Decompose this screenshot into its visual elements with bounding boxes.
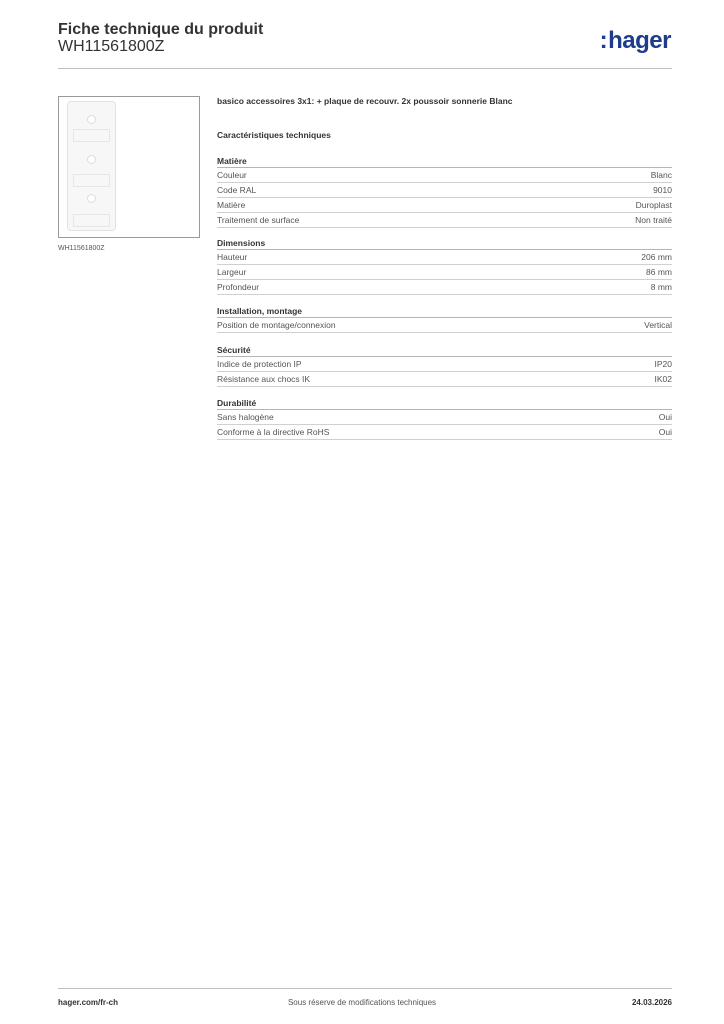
spec-label: Traitement de surface xyxy=(217,215,300,225)
spec-label: Conforme à la directive RoHS xyxy=(217,427,330,437)
push-button-slot xyxy=(73,174,110,187)
plate-bottom-slot xyxy=(73,214,110,227)
specs-heading: Caractéristiques techniques xyxy=(217,130,331,140)
logo-colon-mark: : xyxy=(599,27,608,54)
section-title: Installation, montage xyxy=(217,305,672,318)
plate-hole xyxy=(87,194,96,203)
spec-row xyxy=(217,280,672,295)
spec-section-securite xyxy=(217,344,672,387)
spec-value: 9010 xyxy=(653,185,672,195)
spec-row xyxy=(217,198,672,213)
spec-label: Profondeur xyxy=(217,282,260,292)
spec-value: IP20 xyxy=(654,359,672,369)
spec-row xyxy=(217,168,672,183)
spec-value: 206 mm xyxy=(641,252,672,262)
spec-value: 8 mm xyxy=(650,282,672,292)
spec-label: Matière xyxy=(217,200,246,210)
spec-label: Indice de protection IP xyxy=(217,359,302,369)
spec-row xyxy=(217,425,672,440)
product-image-frame xyxy=(58,96,200,238)
spec-row xyxy=(217,183,672,198)
spec-section-installation xyxy=(217,305,672,333)
footer-divider xyxy=(58,988,672,989)
spec-value: IK02 xyxy=(654,374,672,384)
header-divider xyxy=(58,68,672,69)
spec-value: Duroplast xyxy=(635,200,672,210)
image-caption: WH11561800Z xyxy=(58,245,105,252)
spec-row xyxy=(217,372,672,387)
spec-row xyxy=(217,318,672,333)
spec-row xyxy=(217,265,672,280)
spec-label: Largeur xyxy=(217,267,247,277)
product-description: basico accessoires 3x1: + plaque de recouvr. 2x poussoir sonnerie Blanc xyxy=(217,96,513,106)
page-title: Fiche technique du produit xyxy=(58,21,264,38)
spec-label: Couleur xyxy=(217,170,247,180)
spec-value: Blanc xyxy=(650,170,672,180)
spec-row xyxy=(217,410,672,425)
spec-value: Oui xyxy=(658,427,672,437)
spec-label: Sans halogène xyxy=(217,412,274,422)
spec-section-durabilite xyxy=(217,397,672,440)
section-title: Sécurité xyxy=(217,344,672,357)
section-title: Durabilité xyxy=(217,397,672,410)
spec-row xyxy=(217,357,672,372)
spec-label: Résistance aux chocs IK xyxy=(217,374,311,384)
spec-label: Position de montage/connexion xyxy=(217,320,336,330)
section-title: Dimensions xyxy=(217,237,672,250)
spec-value: Oui xyxy=(658,412,672,422)
spec-section-matiere xyxy=(217,155,672,228)
footer-note: Sous réserve de modifications techniques xyxy=(287,998,437,1007)
product-code: WH11561800Z xyxy=(58,38,165,55)
hager-logo[interactable] xyxy=(600,27,671,55)
spec-label: Code RAL xyxy=(217,185,257,195)
section-title: Matière xyxy=(217,155,672,168)
spec-value: Non traité xyxy=(635,215,672,225)
logo-text: hager xyxy=(608,27,671,54)
spec-section-dimensions xyxy=(217,237,672,295)
push-button-slot xyxy=(73,129,110,142)
spec-value: Vertical xyxy=(644,320,672,330)
spec-row xyxy=(217,213,672,228)
spec-value: 86 mm xyxy=(646,267,672,277)
plate-hole xyxy=(87,115,96,124)
plate-hole xyxy=(87,155,96,164)
cover-plate-image xyxy=(67,101,116,231)
spec-label: Hauteur xyxy=(217,252,248,262)
footer-website-link[interactable]: hager.com/fr-ch xyxy=(58,998,119,1007)
spec-row xyxy=(217,250,672,265)
footer-date: 24.03.2026 xyxy=(631,998,672,1007)
